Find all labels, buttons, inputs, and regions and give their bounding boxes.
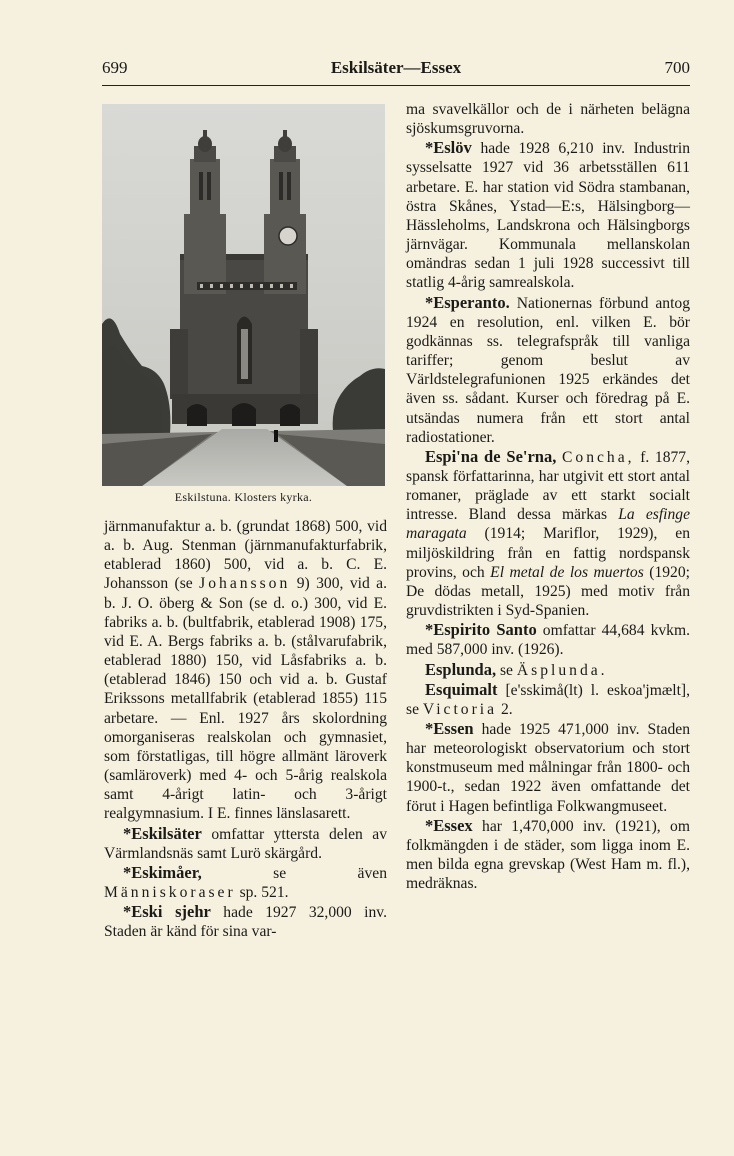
headword: *Esperanto.: [425, 292, 510, 312]
paragraph-continuation: järnmanufaktur a. b. (grundat 1868) 500, vid a. b. Aug. Stenman (järnmanufakturfabrik, etablerad 1860) 500, vid a. b. C. E. Johansson (se Johansson 9) 300, vid a. b. J. O. öberg & Son (se d. o.) 300, vid E. fabriks a. b. (bultfabrik, etablerad 1908) 175, vid E. A. Bergs fabriks a. b. (stålvarufabrik, etablerad 1880) 150, vid Låsfabriks a. b. (etablerad 1846) 150 och vid a. b. Gustaf Erikssons metallfabrik (etablerad 1855) 115 arbetare. — Enl. 1927 års skolordning omorganiseras realskolan och gymnasiet, som förstatligas, till högre allmänt läroverk (samläroverk) med 4- och 5-årig realskola samt 4-årigt latin- och 3-årigt realgymnasium. I E. finnes länslasarett.: [104, 518, 388, 823]
entry-espina: Espi'na de Se'rna, Concha, f. 1877, spansk författarinna, har utgivit ett stort antal romaner, präglade av ett starkt socialt intresse. Bland dessa märkas La esfinge maragata (1914; Mariflor, 1929), en miljöskildring från en fattig nordspansk provins, och El metal de los muertos (1920; De dödas metall, 1925) med motiv från gruvdistrikten i Syd-Spanien.: [406, 446, 690, 620]
page-number-right: 700: [664, 58, 690, 77]
entry-eslov: *Eslöv hade 1928 6,210 inv. Industrin sysselsatte 1927 vid 36 arbetsställen 611 arbetare. E. har station vid Södra stambanan, östra Skånes, Ystad—E:s, Hälsingborg—Hässleholms, Landskrona och Hälsingborgs järnvägar. Kommunala mellanskolan omändras sedan 1 juli 1928 successivt till statlig 4-årig samrealskola.: [406, 138, 690, 292]
entry-eskimaer: *Eskimåer, se även Människoraser sp. 521.: [104, 862, 387, 901]
headword: *Eskimåer,: [123, 862, 202, 882]
headword: Esquimalt: [425, 679, 498, 699]
church-photo: [102, 104, 385, 486]
headword: Espi'na de Se'rna,: [425, 446, 557, 466]
entry-eskilsater: *Eskilsäter omfattar yttersta delen av Värmlandsnäs samt Lurö skärgård.: [104, 823, 387, 862]
entry-eski-sjehr: *Eski sjehr hade 1927 32,000 inv. Staden är känd för sina var-: [104, 902, 387, 941]
church-illustration: [102, 104, 385, 486]
headword: *Eslöv: [425, 138, 472, 158]
column-right: [406, 100, 690, 893]
entry-esperanto: *Esperanto. Nationernas förbund antog 1924 en resolution, enl. vilken E. bör godkännas ss. telegrafspråk till vanliga tariffer; genom beslut av Världstelegrafunionen 1925 erkändes det även ss. sådant. Kurser och föredrag på E. utsändas numera från ett stort antal radiostationer.: [406, 292, 690, 446]
headword: *Essex: [425, 815, 473, 835]
headword: *Eskilsäter: [123, 823, 202, 843]
column-left: [104, 517, 387, 941]
headword: *Eski sjehr: [123, 902, 211, 922]
page-number-left: 699: [102, 58, 128, 77]
headword: *Espirito Santo: [425, 620, 537, 640]
page-header: [102, 58, 690, 82]
figure-caption: Eskilstuna. Klosters kyrka.: [174, 490, 313, 504]
entry-esquimalt: Esquimalt [e'sskimå(lt) l. eskoa'jmælt], se Victoria 2.: [406, 679, 690, 718]
paragraph-continuation: ma svavelkällor och de i närheten belägna sjöskumsgruvorna.: [406, 101, 690, 138]
entry-espirito-santo: *Espirito Santo omfattar 44,684 kvkm. med 587,000 inv. (1926).: [406, 620, 690, 659]
headword: *Essen: [425, 719, 474, 738]
entry-essen: *Essen hade 1925 471,000 inv. Staden har meteorologiskt observatorium och stort konstmuseum med målningar från 1800- och 1900-t., sedan 1922 även omfattande det förut i Hagen befintliga Folkwangmuseet.: [406, 719, 690, 815]
entry-esplunda: Esplunda, se Äsplunda.: [425, 659, 608, 679]
headword: Esplunda,: [425, 659, 497, 679]
header-rule: [102, 85, 690, 86]
entry-essex: *Essex har 1,470,000 inv. (1921), om folkmängden i de städer, som ligga inom E. men bilda egna grevskap (West Ham m. fl.), medräknas.: [406, 815, 690, 893]
running-title: Eskilsäter—Essex: [330, 58, 462, 77]
